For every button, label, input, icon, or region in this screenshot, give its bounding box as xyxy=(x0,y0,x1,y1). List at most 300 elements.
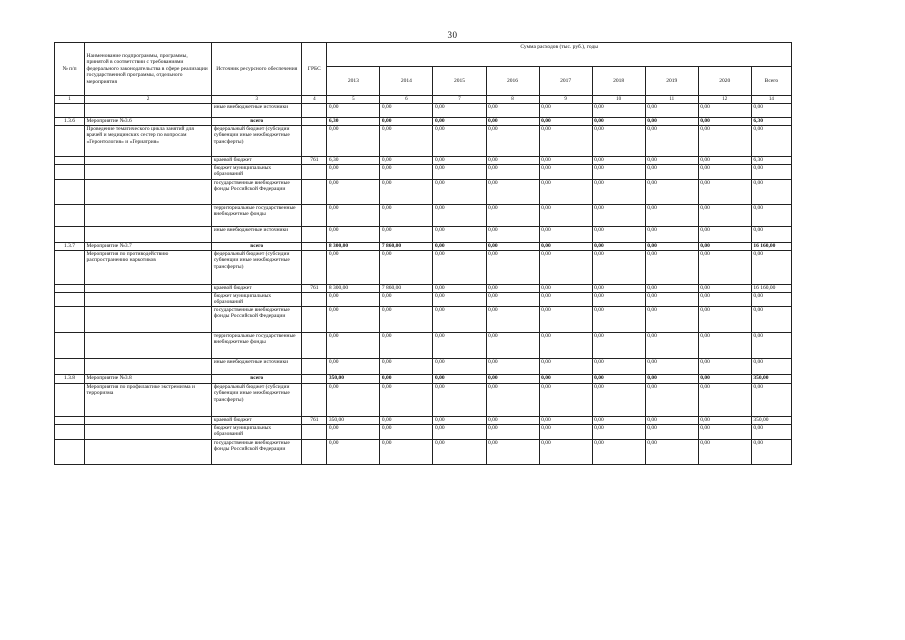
cell-total-value: 16 160,00 xyxy=(751,285,791,293)
cell-total-value: 0,00 xyxy=(751,293,791,307)
cell-event-name: Проведение тематического цикла занятий для врачей и медицинских сестер по вопросам «Геронтология» и «Гериатрия» xyxy=(85,126,212,157)
cell-total-value: 0,00 xyxy=(751,425,791,440)
cell-year-value: 0,00 xyxy=(486,375,539,384)
cell-year-value: 0,00 xyxy=(539,205,592,227)
column-number: 2 xyxy=(85,96,212,104)
cell-year-value: 0,00 xyxy=(486,359,539,375)
header-year: 2018 xyxy=(592,67,645,96)
cell-year-value: 0,00 xyxy=(592,375,645,384)
cell-total-value: 6,30 xyxy=(751,157,791,165)
cell-event-name xyxy=(85,285,212,293)
cell-year-value: 0,00 xyxy=(592,126,645,157)
cell-grbs-code: 761 xyxy=(302,417,327,425)
cell-funding-source: иные внебюджетные источники xyxy=(212,227,302,243)
cell-year-value: 0,00 xyxy=(698,285,751,293)
cell-year-value: 0,00 xyxy=(592,359,645,375)
cell-year-value: 0,00 xyxy=(433,118,486,126)
table-row xyxy=(55,307,792,333)
cell-year-value: 0,00 xyxy=(486,180,539,205)
cell-year-value: 0,00 xyxy=(592,293,645,307)
cell-year-value: 8 300,00 xyxy=(327,243,380,251)
column-number: 9 xyxy=(539,96,592,104)
cell-grbs-code xyxy=(302,425,327,440)
cell-row-code xyxy=(55,126,85,157)
cell-funding-source: федеральный бюджет (субсидии субвенции иные межбюджетные трансферты) xyxy=(212,251,302,285)
cell-year-value: 0,00 xyxy=(645,180,698,205)
cell-event-name xyxy=(85,425,212,440)
cell-year-value: 6,30 xyxy=(327,118,380,126)
cell-grbs-code xyxy=(302,118,327,126)
table-row xyxy=(55,425,792,440)
cell-year-value: 0,00 xyxy=(433,205,486,227)
cell-year-value: 0,00 xyxy=(645,307,698,333)
cell-row-code xyxy=(55,333,85,359)
cell-year-value: 0,00 xyxy=(592,425,645,440)
column-number: 11 xyxy=(645,96,698,104)
cell-grbs-code xyxy=(302,307,327,333)
cell-year-value: 0,00 xyxy=(486,425,539,440)
cell-year-value: 0,00 xyxy=(539,180,592,205)
cell-funding-source: всего xyxy=(212,375,302,384)
cell-year-value: 0,00 xyxy=(380,157,433,165)
cell-year-value: 0,00 xyxy=(486,104,539,118)
cell-year-value: 0,00 xyxy=(486,251,539,285)
cell-event-name xyxy=(85,333,212,359)
page-number: 30 xyxy=(447,30,458,40)
cell-row-code xyxy=(55,307,85,333)
cell-funding-source: краевой бюджет xyxy=(212,157,302,165)
cell-row-code xyxy=(55,180,85,205)
table-row xyxy=(55,157,792,165)
cell-year-value: 0,00 xyxy=(433,227,486,243)
cell-total-value: 0,00 xyxy=(751,359,791,375)
cell-year-value: 0,00 xyxy=(327,205,380,227)
cell-total-value: 350,00 xyxy=(751,375,791,384)
column-number: 10 xyxy=(592,96,645,104)
cell-year-value: 0,00 xyxy=(380,165,433,180)
budget-table-body xyxy=(55,104,792,465)
cell-year-value: 0,00 xyxy=(645,333,698,359)
cell-total-value: 0,00 xyxy=(751,333,791,359)
cell-year-value: 0,00 xyxy=(380,104,433,118)
cell-row-code xyxy=(55,165,85,180)
cell-year-value: 0,00 xyxy=(327,440,380,465)
cell-year-value: 0,00 xyxy=(698,307,751,333)
cell-total-value: 0,00 xyxy=(751,307,791,333)
cell-row-code xyxy=(55,417,85,425)
cell-year-value: 0,00 xyxy=(592,417,645,425)
cell-year-value: 0,00 xyxy=(592,384,645,417)
cell-year-value: 0,00 xyxy=(380,440,433,465)
cell-year-value: 0,00 xyxy=(539,251,592,285)
cell-funding-source: федеральный бюджет (субсидии субвенции иные межбюджетные трансферты) xyxy=(212,126,302,157)
cell-year-value: 0,00 xyxy=(433,293,486,307)
cell-year-value: 0,00 xyxy=(698,227,751,243)
cell-year-value: 0,00 xyxy=(380,375,433,384)
cell-year-value: 0,00 xyxy=(486,307,539,333)
cell-total-value: 0,00 xyxy=(751,165,791,180)
cell-row-code xyxy=(55,359,85,375)
cell-year-value: 0,00 xyxy=(380,359,433,375)
cell-funding-source: федеральный бюджет (субсидии субвенции иные межбюджетные трансферты) xyxy=(212,384,302,417)
header-sum-title: Сумма расходов (тыс. руб.), годы xyxy=(327,43,792,67)
cell-year-value: 0,00 xyxy=(433,359,486,375)
cell-grbs-code xyxy=(302,227,327,243)
cell-year-value: 0,00 xyxy=(380,425,433,440)
cell-year-value: 0,00 xyxy=(433,157,486,165)
cell-year-value: 0,00 xyxy=(433,425,486,440)
cell-year-value: 0,00 xyxy=(327,307,380,333)
header-year: 2015 xyxy=(433,67,486,96)
cell-funding-source: иные внебюджетные источники xyxy=(212,359,302,375)
cell-grbs-code xyxy=(302,384,327,417)
cell-grbs-code xyxy=(302,333,327,359)
cell-year-value: 0,00 xyxy=(592,285,645,293)
cell-year-value: 0,00 xyxy=(380,251,433,285)
cell-year-value: 0,00 xyxy=(592,243,645,251)
cell-row-code xyxy=(55,293,85,307)
cell-year-value: 0,00 xyxy=(380,417,433,425)
table-row-total xyxy=(55,118,792,126)
cell-year-value: 7 860,00 xyxy=(380,243,433,251)
cell-row-code xyxy=(55,205,85,227)
cell-event-name xyxy=(85,307,212,333)
cell-funding-source: государственные внебюджетные фонды Российской Федерации xyxy=(212,307,302,333)
cell-year-value: 0,00 xyxy=(592,104,645,118)
cell-year-value: 0,00 xyxy=(539,417,592,425)
column-number: 1 xyxy=(55,96,85,104)
cell-year-value: 0,00 xyxy=(645,165,698,180)
cell-year-value: 0,00 xyxy=(698,417,751,425)
cell-year-value: 0,00 xyxy=(539,307,592,333)
cell-event-name xyxy=(85,293,212,307)
header-total: Всего xyxy=(751,67,791,96)
cell-year-value: 0,00 xyxy=(645,243,698,251)
cell-total-value: 0,00 xyxy=(751,126,791,157)
cell-event-name xyxy=(85,205,212,227)
cell-year-value: 0,00 xyxy=(433,417,486,425)
table-row xyxy=(55,180,792,205)
cell-year-value: 0,00 xyxy=(327,293,380,307)
cell-year-value: 0,00 xyxy=(592,165,645,180)
cell-row-code xyxy=(55,157,85,165)
cell-row-code xyxy=(55,227,85,243)
table-row xyxy=(55,104,792,118)
cell-year-value: 7 860,00 xyxy=(380,285,433,293)
header-year: 2020 xyxy=(698,67,751,96)
cell-grbs-code: 761 xyxy=(302,285,327,293)
cell-row-code: 1.3.7 xyxy=(55,243,85,251)
cell-year-value: 0,00 xyxy=(433,243,486,251)
cell-year-value: 0,00 xyxy=(592,180,645,205)
header-year: 2013 xyxy=(327,67,380,96)
cell-year-value: 0,00 xyxy=(433,251,486,285)
cell-year-value: 0,00 xyxy=(592,251,645,285)
cell-year-value: 0,00 xyxy=(698,440,751,465)
cell-year-value: 0,00 xyxy=(486,440,539,465)
cell-year-value: 8 300,00 xyxy=(327,285,380,293)
cell-year-value: 0,00 xyxy=(539,384,592,417)
cell-year-value: 0,00 xyxy=(380,293,433,307)
cell-year-value: 0,00 xyxy=(380,333,433,359)
cell-event-name xyxy=(85,180,212,205)
cell-year-value: 0,00 xyxy=(645,384,698,417)
cell-grbs-code xyxy=(302,180,327,205)
cell-total-value: 6,30 xyxy=(751,118,791,126)
cell-event-name xyxy=(85,359,212,375)
cell-row-code xyxy=(55,285,85,293)
column-number: 14 xyxy=(751,96,791,104)
cell-year-value: 0,00 xyxy=(539,126,592,157)
budget-table-sheet xyxy=(54,42,792,465)
cell-total-value: 0,00 xyxy=(751,440,791,465)
cell-event-name: Мероприятия по противодействию распространению наркотиков xyxy=(85,251,212,285)
cell-year-value: 0,00 xyxy=(698,118,751,126)
cell-total-value: 350,00 xyxy=(751,417,791,425)
cell-year-value: 0,00 xyxy=(486,293,539,307)
cell-year-value: 0,00 xyxy=(539,375,592,384)
cell-year-value: 0,00 xyxy=(486,118,539,126)
column-number: 3 xyxy=(212,96,302,104)
cell-year-value: 0,00 xyxy=(592,118,645,126)
cell-funding-source: территориальные государственные внебюджетные фонды xyxy=(212,205,302,227)
cell-funding-source: бюджет муниципальных образований xyxy=(212,293,302,307)
cell-year-value: 0,00 xyxy=(433,307,486,333)
cell-year-value: 0,00 xyxy=(698,180,751,205)
cell-year-value: 0,00 xyxy=(645,293,698,307)
cell-year-value: 0,00 xyxy=(539,285,592,293)
header-year: 2016 xyxy=(486,67,539,96)
cell-year-value: 0,00 xyxy=(645,375,698,384)
cell-year-value: 0,00 xyxy=(433,126,486,157)
cell-year-value: 0,00 xyxy=(380,180,433,205)
cell-year-value: 0,00 xyxy=(380,384,433,417)
table-row xyxy=(55,205,792,227)
cell-year-value: 0,00 xyxy=(327,384,380,417)
cell-year-value: 0,00 xyxy=(380,118,433,126)
table-row xyxy=(55,285,792,293)
cell-year-value: 0,00 xyxy=(592,440,645,465)
cell-year-value: 0,00 xyxy=(645,118,698,126)
cell-year-value: 0,00 xyxy=(539,227,592,243)
cell-grbs-code xyxy=(302,375,327,384)
table-row xyxy=(55,359,792,375)
cell-year-value: 0,00 xyxy=(433,104,486,118)
cell-year-value: 0,00 xyxy=(645,285,698,293)
column-number: 7 xyxy=(433,96,486,104)
cell-year-value: 0,00 xyxy=(645,417,698,425)
cell-year-value: 0,00 xyxy=(433,375,486,384)
cell-year-value: 0,00 xyxy=(433,440,486,465)
column-number: 4 xyxy=(302,96,327,104)
cell-year-value: 0,00 xyxy=(645,425,698,440)
header-source: Источник ресурсного обеспечения xyxy=(212,43,302,96)
cell-funding-source: государственные внебюджетные фонды Российской Федерации xyxy=(212,180,302,205)
cell-year-value: 0,00 xyxy=(698,425,751,440)
cell-year-value: 0,00 xyxy=(539,157,592,165)
cell-year-value: 0,00 xyxy=(486,384,539,417)
cell-funding-source: всего xyxy=(212,118,302,126)
cell-total-value: 0,00 xyxy=(751,384,791,417)
cell-year-value: 0,00 xyxy=(486,243,539,251)
cell-funding-source: государственные внебюджетные фонды Российской Федерации xyxy=(212,440,302,465)
cell-total-value: 0,00 xyxy=(751,180,791,205)
cell-event-name xyxy=(85,417,212,425)
cell-year-value: 0,00 xyxy=(539,165,592,180)
cell-funding-source: территориальные государственные внебюджетные фонды xyxy=(212,333,302,359)
cell-grbs-code xyxy=(302,359,327,375)
cell-year-value: 0,00 xyxy=(539,243,592,251)
cell-year-value: 0,00 xyxy=(539,440,592,465)
cell-event-name: Мероприятие №3.8 xyxy=(85,375,212,384)
cell-grbs-code xyxy=(302,440,327,465)
cell-year-value: 0,00 xyxy=(698,293,751,307)
cell-row-code: 1.3.8 xyxy=(55,375,85,384)
cell-event-name: Мероприятие №3.6 xyxy=(85,118,212,126)
cell-year-value: 0,00 xyxy=(327,333,380,359)
cell-year-value: 0,00 xyxy=(327,227,380,243)
cell-year-value: 0,00 xyxy=(645,359,698,375)
cell-year-value: 0,00 xyxy=(645,157,698,165)
cell-year-value: 0,00 xyxy=(645,126,698,157)
cell-year-value: 0,00 xyxy=(433,165,486,180)
cell-year-value: 0,00 xyxy=(539,118,592,126)
cell-year-value: 0,00 xyxy=(539,104,592,118)
cell-grbs-code xyxy=(302,293,327,307)
cell-year-value: 0,00 xyxy=(698,157,751,165)
cell-grbs-code xyxy=(302,251,327,285)
cell-year-value: 0,00 xyxy=(327,104,380,118)
cell-total-value: 0,00 xyxy=(751,251,791,285)
cell-year-value: 0,00 xyxy=(645,251,698,285)
cell-year-value: 0,00 xyxy=(486,205,539,227)
table-row xyxy=(55,227,792,243)
header-year: 2019 xyxy=(645,67,698,96)
cell-grbs-code xyxy=(302,205,327,227)
table-row xyxy=(55,165,792,180)
cell-year-value: 0,00 xyxy=(698,243,751,251)
cell-funding-source: бюджет муниципальных образований xyxy=(212,165,302,180)
cell-row-code: 1.3.6 xyxy=(55,118,85,126)
cell-year-value: 0,00 xyxy=(592,307,645,333)
table-row-total xyxy=(55,375,792,384)
cell-year-value: 0,00 xyxy=(698,359,751,375)
cell-year-value: 0,00 xyxy=(380,307,433,333)
cell-event-name: Мероприятие №3.7 xyxy=(85,243,212,251)
cell-funding-source: иные внебюджетные источники xyxy=(212,104,302,118)
cell-event-name xyxy=(85,165,212,180)
cell-funding-source: краевой бюджет xyxy=(212,285,302,293)
cell-year-value: 0,00 xyxy=(433,285,486,293)
cell-year-value: 0,00 xyxy=(327,251,380,285)
cell-year-value: 0,00 xyxy=(327,165,380,180)
table-row xyxy=(55,126,792,157)
column-number: 12 xyxy=(698,96,751,104)
header-row-number: № п/п xyxy=(55,43,85,96)
cell-row-code xyxy=(55,384,85,417)
cell-event-name xyxy=(85,157,212,165)
cell-year-value: 0,00 xyxy=(486,165,539,180)
cell-year-value: 0,00 xyxy=(698,384,751,417)
cell-funding-source: бюджет муниципальных образований xyxy=(212,425,302,440)
cell-year-value: 0,00 xyxy=(327,126,380,157)
cell-year-value: 0,00 xyxy=(539,425,592,440)
cell-year-value: 0,00 xyxy=(486,157,539,165)
cell-year-value: 0,00 xyxy=(486,417,539,425)
cell-year-value: 0,00 xyxy=(486,333,539,359)
column-number: 6 xyxy=(380,96,433,104)
table-row-total xyxy=(55,243,792,251)
cell-funding-source: всего xyxy=(212,243,302,251)
cell-year-value: 0,00 xyxy=(698,126,751,157)
cell-event-name xyxy=(85,104,212,118)
cell-year-value: 0,00 xyxy=(698,375,751,384)
cell-row-code xyxy=(55,425,85,440)
cell-year-value: 0,00 xyxy=(327,359,380,375)
cell-year-value: 0,00 xyxy=(380,227,433,243)
cell-year-value: 0,00 xyxy=(327,180,380,205)
column-number: 8 xyxy=(486,96,539,104)
cell-total-value: 0,00 xyxy=(751,104,791,118)
cell-year-value: 0,00 xyxy=(645,440,698,465)
cell-grbs-code xyxy=(302,243,327,251)
cell-year-value: 0,00 xyxy=(539,333,592,359)
cell-year-value: 0,00 xyxy=(592,333,645,359)
table-row xyxy=(55,333,792,359)
cell-year-value: 0,00 xyxy=(698,333,751,359)
column-number-row xyxy=(55,96,792,104)
budget-table xyxy=(54,42,792,465)
table-row xyxy=(55,293,792,307)
cell-grbs-code: 761 xyxy=(302,157,327,165)
cell-year-value: 0,00 xyxy=(433,333,486,359)
cell-year-value: 0,00 xyxy=(327,425,380,440)
cell-event-name xyxy=(85,227,212,243)
cell-year-value: 0,00 xyxy=(486,285,539,293)
cell-year-value: 0,00 xyxy=(645,205,698,227)
cell-year-value: 0,00 xyxy=(592,227,645,243)
table-row xyxy=(55,384,792,417)
column-number: 5 xyxy=(327,96,380,104)
cell-event-name: Мероприятия по профилактике экстремизма и терроризма xyxy=(85,384,212,417)
cell-year-value: 0,00 xyxy=(433,384,486,417)
cell-year-value: 0,00 xyxy=(433,180,486,205)
cell-year-value: 0,00 xyxy=(539,293,592,307)
table-row xyxy=(55,417,792,425)
cell-year-value: 0,00 xyxy=(592,205,645,227)
cell-row-code xyxy=(55,104,85,118)
cell-total-value: 0,00 xyxy=(751,227,791,243)
cell-grbs-code xyxy=(302,165,327,180)
cell-year-value: 0,00 xyxy=(698,251,751,285)
cell-year-value: 0,00 xyxy=(380,205,433,227)
header-name: Наименование подпрограммы, программы, принятой в соответствии с требованиями федерального законодательства в сфере реализации государственной программы, отдельного мероприятия xyxy=(85,43,212,96)
cell-year-value: 0,00 xyxy=(698,165,751,180)
cell-year-value: 350,00 xyxy=(327,375,380,384)
cell-year-value: 0,00 xyxy=(645,227,698,243)
cell-grbs-code xyxy=(302,104,327,118)
cell-year-value: 0,00 xyxy=(698,104,751,118)
header-grbs: ГРБС xyxy=(302,43,327,96)
table-row xyxy=(55,440,792,465)
cell-total-value: 16 160,00 xyxy=(751,243,791,251)
cell-year-value: 0,00 xyxy=(486,126,539,157)
cell-grbs-code xyxy=(302,126,327,157)
cell-funding-source: краевой бюджет xyxy=(212,417,302,425)
cell-year-value: 0,00 xyxy=(645,104,698,118)
table-row xyxy=(55,251,792,285)
cell-year-value: 0,00 xyxy=(592,157,645,165)
